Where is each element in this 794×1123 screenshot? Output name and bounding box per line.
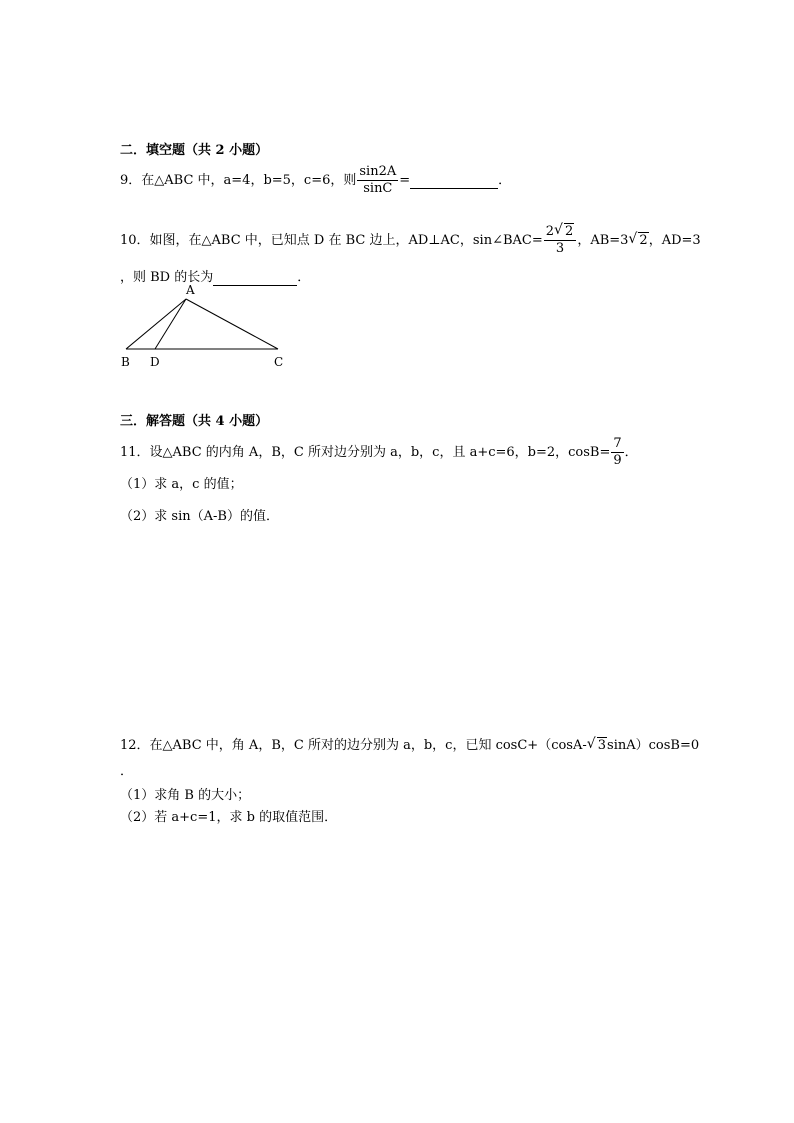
question-11-stem <box>120 436 638 469</box>
point-label-d: D <box>150 355 160 369</box>
q9-frac-denominator: sinC <box>363 181 393 196</box>
vertex-label-b: B <box>121 355 130 369</box>
q10-frac-coef: 2 <box>545 224 555 239</box>
q9-frac-numerator: sin2A <box>359 164 397 179</box>
q10-frac-denominator: 3 <box>555 241 565 256</box>
vertex-label-c: C <box>274 355 284 369</box>
triangle-diagram <box>118 282 298 372</box>
q10-ad-text: ，AD=3 <box>648 233 701 248</box>
section-3-heading: 三．解答题（共 4 小题） <box>120 414 269 429</box>
q10-line2-stem: ，则 BD 的长为 <box>120 270 214 285</box>
q9-stem: 9．在△ABC 中，a=4，b=5，c=6，则 <box>120 173 357 188</box>
q9-equals: = <box>399 173 411 188</box>
q12-part-1: （1）求角 B 的大小； <box>120 788 251 803</box>
question-9 <box>120 164 511 197</box>
q11-stem: 11．设△ABC 的内角 A，B，C 所对边分别为 a，b，c，且 a+c=6，b=2， <box>120 445 569 460</box>
q10-ab-sqrt <box>628 233 648 248</box>
section-2-heading: 二．填空题（共 2 小题） <box>120 143 269 158</box>
vertex-label-a: A <box>186 283 195 297</box>
segment-ad <box>155 299 186 349</box>
q12-sqrt <box>587 738 607 753</box>
q12-part-2: （2）若 a+c=1，求 b 的取值范围． <box>120 810 338 825</box>
q12-stem-suffix: sinA）cosB=0 <box>607 738 700 753</box>
q10-frac-sqrt <box>554 224 574 240</box>
q11-part-2: （2）求 sin（A-B）的值． <box>120 509 279 524</box>
segment-ab <box>126 299 186 349</box>
q12-line-2: ． <box>120 764 134 779</box>
q10-ab-text: ，AB=3 <box>577 233 629 248</box>
question-12-stem <box>120 734 699 753</box>
q11-fraction <box>611 436 623 469</box>
sqrt-symbol-icon: √ <box>628 231 638 247</box>
q9-fraction <box>357 164 398 197</box>
q11-part-1: （1）求 a，c 的值； <box>120 477 243 492</box>
q11-frac-denominator: 9 <box>613 453 622 468</box>
q10-frac-radicand: 2 <box>565 224 574 239</box>
sqrt-symbol-icon: √ <box>554 222 563 238</box>
question-10-line-1 <box>120 224 701 257</box>
q11-frac-numerator: 7 <box>613 436 622 451</box>
q10-stem: 10．如图，在△ABC 中，已知点 D 在 BC 边上，AD⊥AC，sin∠BAC= <box>120 233 543 248</box>
segment-ac <box>186 299 278 349</box>
q10-line2-end: ． <box>297 270 311 285</box>
q10-frac-numerator <box>544 224 577 241</box>
q11-end: ． <box>624 445 638 460</box>
sqrt-symbol-icon: √ <box>586 736 596 752</box>
q9-answer-blank <box>410 173 498 189</box>
q10-ab-radicand: 2 <box>639 233 648 248</box>
q11-cos-label: cosB= <box>568 445 611 460</box>
q10-fraction <box>544 224 577 257</box>
q12-stem-prefix: 12．在△ABC 中，角 A，B，C 所对的边分别为 a，b，c，已知 cosC+（cosA- <box>120 738 587 753</box>
q9-end: ． <box>498 173 512 188</box>
q12-radicand: 3 <box>597 738 607 753</box>
